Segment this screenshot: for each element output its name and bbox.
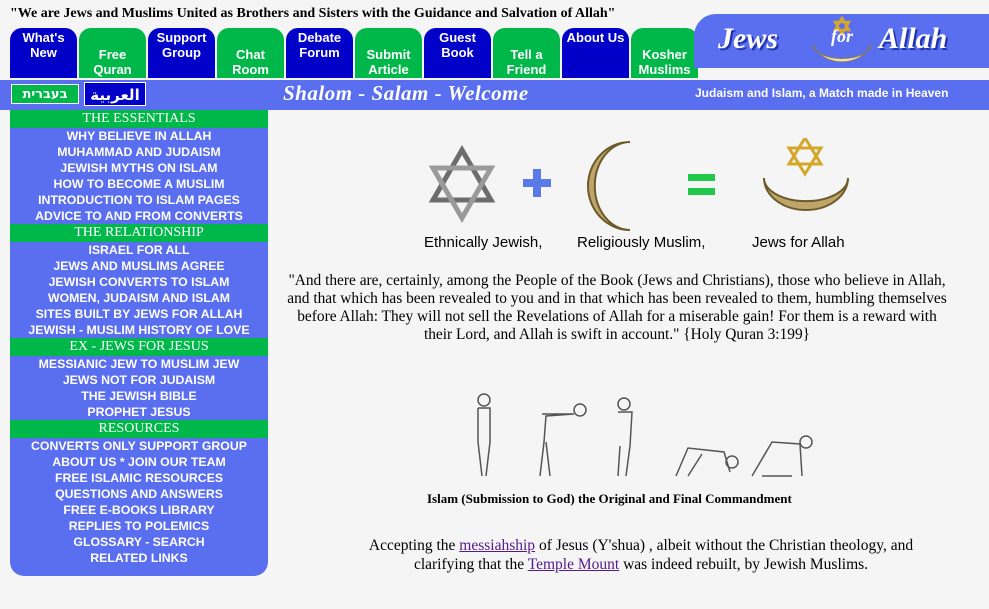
prayer-positions-illustration bbox=[462, 392, 822, 482]
sidebar-item-questions-and-answers[interactable]: QUESTIONS AND ANSWERS bbox=[55, 487, 223, 501]
sidebar-item-why-believe-in-allah[interactable]: WHY BELIEVE IN ALLAH bbox=[66, 129, 212, 143]
sidebar-item-free-e-books-library[interactable]: FREE E-BOOKS LIBRARY bbox=[63, 503, 215, 517]
accept-text-2: of Jesus (Y'shua) , albeit without the Christian theology, and clarifying that the bbox=[413, 537, 914, 573]
nav-tab-free-quran[interactable] bbox=[79, 28, 146, 78]
top-nav bbox=[10, 28, 698, 78]
nav-tab-label: Tell a Friend bbox=[506, 47, 547, 77]
sidebar-item-jewish-muslim-history-of-love[interactable]: JEWISH - MUSLIM HISTORY OF LOVE bbox=[28, 323, 250, 337]
arabic-language-button[interactable]: العربية bbox=[84, 82, 146, 106]
accept-text-3: was indeed rebuilt, by Jewish Muslims. bbox=[619, 555, 869, 573]
crescent-icon bbox=[588, 142, 630, 230]
logo-text-jews: Jews bbox=[718, 22, 778, 55]
prostrating-figure-icon bbox=[676, 448, 738, 476]
sidebar-item-israel-for-all[interactable]: ISRAEL FOR ALL bbox=[88, 243, 190, 257]
temple-mount-link[interactable]: Temple Mount bbox=[527, 555, 620, 573]
nav-tab-label: Submit Article bbox=[366, 47, 411, 77]
sitting-figure-icon bbox=[752, 436, 812, 476]
nav-tab-label: What's New bbox=[22, 30, 65, 60]
star-and-crescent-icon bbox=[764, 138, 848, 210]
sidebar-item-the-jewish-bible[interactable]: THE JEWISH BIBLE bbox=[81, 389, 197, 403]
standing-hands-figure-icon bbox=[618, 398, 632, 476]
bowing-figure-icon bbox=[540, 404, 586, 476]
sidebar-section-title: THE RELATIONSHIP bbox=[10, 224, 268, 242]
sidebar-item-muhammad-and-judaism[interactable]: MUHAMMAD AND JUDAISM bbox=[57, 145, 221, 159]
sidebar-item-jews-not-for-judaism[interactable]: JEWS NOT FOR JUDAISM bbox=[62, 373, 216, 387]
sidebar-item-about-us-join-our-team[interactable]: ABOUT US * JOIN OUR TEAM bbox=[52, 455, 226, 469]
nav-tab-guest-book[interactable] bbox=[424, 28, 491, 78]
sidebar-item-jews-and-muslims-agree[interactable]: JEWS AND MUSLIMS AGREE bbox=[53, 259, 225, 273]
welcome-greeting: Shalom - Salam - Welcome bbox=[283, 81, 529, 105]
messiahship-link[interactable]: messiahship bbox=[459, 537, 536, 554]
sidebar-item-jewish-converts-to-islam[interactable]: JEWISH CONVERTS TO ISLAM bbox=[48, 275, 230, 289]
accept-text-1: Accepting the bbox=[368, 537, 460, 554]
sidebar-item-sites-built-by-jews-for-allah[interactable]: SITES BUILT BY JEWS FOR ALLAH bbox=[35, 307, 243, 321]
sidebar-item-introduction-to-islam-pages[interactable]: INTRODUCTION TO ISLAM PAGES bbox=[38, 193, 240, 207]
nav-tab-support-group[interactable] bbox=[148, 28, 215, 78]
sidebar-section-title: THE ESSENTIALS bbox=[10, 110, 268, 128]
sidebar-section-title: EX - JEWS FOR JESUS bbox=[10, 338, 268, 356]
nav-tab-submit-article[interactable] bbox=[355, 28, 422, 78]
sidebar-item-glossary-search[interactable]: GLOSSARY - SEARCH bbox=[73, 535, 205, 549]
equation-graphic bbox=[280, 138, 980, 248]
sidebar-item-related-links[interactable]: RELATED LINKS bbox=[90, 551, 188, 565]
equation-label-muslim: Religiously Muslim, bbox=[577, 234, 706, 251]
sidebar-item-jewish-myths-on-islam[interactable]: JEWISH MYTHS ON ISLAM bbox=[60, 161, 218, 175]
sidebar-section-title: RESOURCES bbox=[10, 420, 268, 438]
hebrew-language-button[interactable]: בעברית bbox=[11, 84, 79, 104]
nav-tab-debate-forum[interactable] bbox=[286, 28, 353, 78]
nav-tab-label: About Us bbox=[566, 30, 625, 45]
nav-tab-label: Kosher Muslims bbox=[638, 47, 691, 77]
sidebar-item-messianic-jew-to-muslim-jew[interactable]: MESSIANIC JEW TO MUSLIM JEW bbox=[38, 357, 240, 371]
nav-tab-label: Chat Room bbox=[232, 47, 269, 77]
sidebar-item-prophet-jesus[interactable]: PROPHET JESUS bbox=[87, 405, 191, 419]
nav-tab-tell-a-friend[interactable] bbox=[493, 28, 560, 78]
nav-tab-label: Guest Book bbox=[439, 30, 476, 60]
accept-paragraph bbox=[360, 537, 922, 574]
sidebar-item-advice-to-and-from-converts[interactable]: ADVICE TO AND FROM CONVERTS bbox=[35, 209, 243, 223]
plus-icon bbox=[523, 169, 551, 197]
sidebar-item-women-judaism-and-islam[interactable]: WOMEN, JUDAISM AND ISLAM bbox=[48, 291, 230, 305]
prayer-caption: Islam (Submission to God) the Original and Final Commandment bbox=[427, 491, 792, 506]
nav-tab-label: Free Quran bbox=[93, 47, 132, 77]
standing-figure-icon bbox=[478, 394, 490, 476]
sidebar-item-converts-only-support-group[interactable]: CONVERTS ONLY SUPPORT GROUP bbox=[31, 439, 247, 453]
nav-tab-about-us[interactable] bbox=[562, 28, 629, 78]
star-of-david-icon bbox=[433, 150, 491, 218]
sidebar-item-free-islamic-resources[interactable]: FREE ISLAMIC RESOURCES bbox=[54, 471, 224, 485]
nav-tab-chat-room[interactable] bbox=[217, 28, 284, 78]
equation-label-jewish: Ethnically Jewish, bbox=[424, 234, 543, 251]
equals-icon bbox=[688, 174, 715, 195]
nav-tab-kosher-muslims[interactable] bbox=[631, 28, 698, 78]
tagline: Judaism and Islam, a Match made in Heaven bbox=[695, 86, 949, 100]
logo-text-allah: Allah bbox=[879, 22, 948, 55]
quran-quote: "And there are, certainly, among the People of the Book (Jews and Christians), those who believe in Allah, and that which has been revealed to you and in that which has been revealed to them, humbling themselves before Allah: They will not sell the Revelations of Allah for a miserable gain! For them is a reward with their Lord, and Allah is swift in account." {Holy Quran 3:199} bbox=[287, 272, 947, 343]
nav-tab-label: Support Group bbox=[156, 30, 207, 60]
site-motto: "We are Jews and Muslims United as Brothers and Sisters with the Guidance and Salvation of Allah" bbox=[10, 6, 616, 21]
equation-label-jews-for-allah: Jews for Allah bbox=[752, 234, 845, 251]
logo-text-for: for bbox=[831, 26, 853, 46]
sidebar-menu bbox=[10, 110, 268, 576]
sidebar-item-replies-to-polemics[interactable]: REPLIES TO POLEMICS bbox=[68, 519, 210, 533]
nav-tab-label: Debate Forum bbox=[297, 30, 342, 60]
nav-tab-what-s-new[interactable] bbox=[10, 28, 77, 78]
site-logo[interactable] bbox=[694, 14, 989, 68]
sidebar-item-how-to-become-a-muslim[interactable]: HOW TO BECOME A MUSLIM bbox=[53, 177, 225, 191]
star-crescent-logo-icon bbox=[807, 14, 877, 68]
